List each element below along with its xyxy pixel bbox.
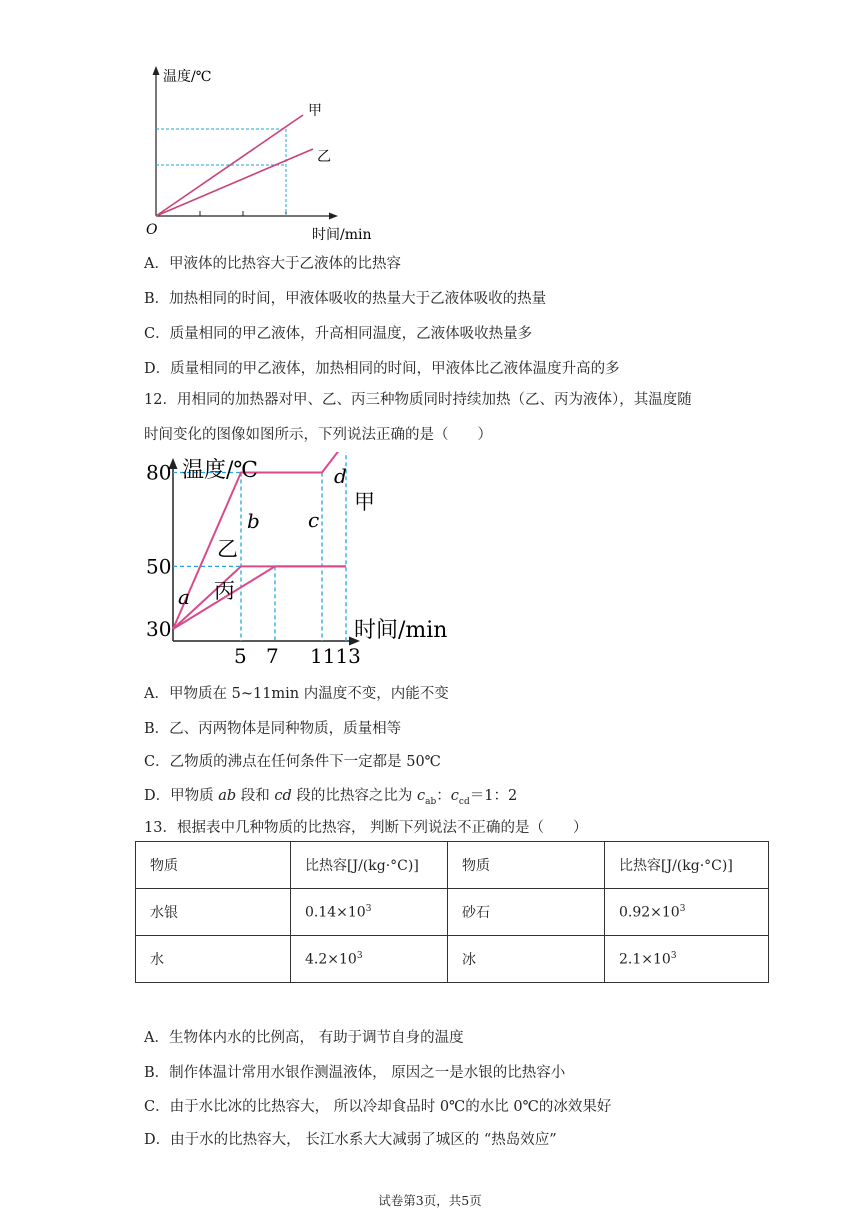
q12-y-label: 温度/℃ [182, 458, 259, 483]
page-footer: 试卷第3页，共5页 [378, 1193, 482, 1208]
q12-x-tick-label: 5 [234, 644, 247, 668]
q12-stem-line2: 时间变化的图像如图所示，下列说法正确的是（ ） [144, 427, 492, 443]
table-cell: $2.1\times 10^3$ [605, 936, 769, 983]
q12-y-tick-label: 30 [146, 617, 172, 641]
q11-series-jia-label: 甲 [308, 103, 322, 119]
q12-series-yi-label: 乙 [217, 537, 238, 561]
q12-option-a: A．甲物质在 5~11min 内温度不变，内能不变 [144, 686, 449, 702]
q11-x-arrow [329, 213, 338, 220]
table-row [136, 889, 769, 936]
table-header-row [136, 842, 769, 889]
table-cell: $0.92\times 10^3$ [605, 889, 769, 936]
q12-stem-line1: 12．用相同的加热器对甲、乙、丙三种物质同时持续加热（乙、丙为液体），其温度随 [144, 392, 692, 408]
q12-point-label-d: d [334, 464, 347, 488]
table-header-cell: 物质 [448, 842, 605, 889]
q12-option-b: B．乙、丙两物体是同种物质，质量相等 [144, 721, 402, 737]
q11-series-yi-label: 乙 [317, 149, 331, 165]
q12-option-c: C．乙物质的沸点在任何条件下一定都是 50℃ [144, 754, 441, 770]
table-header-cell: 比热容[J/(kg·°C)] [605, 842, 769, 889]
q12-y-tick-label: 50 [146, 554, 172, 579]
table-cell: 水银 [136, 889, 291, 936]
q11-graph [140, 62, 390, 242]
table-header-cell: 比热容[J/(kg·°C)] [291, 842, 448, 889]
q11-option-c: C．质量相同的甲乙液体，升高相同温度，乙液体吸收热量多 [144, 326, 533, 342]
q11-option-b: B．加热相同的时间，甲液体吸收的热量大于乙液体吸收的热量 [144, 291, 547, 307]
q12-x-tick-label: 1113 [310, 644, 361, 668]
q13-option-a: A．生物体内水的比例高， 有助于调节自身的温度 [144, 1030, 464, 1046]
q12-point-label-b: b [247, 509, 260, 533]
table-cell: $4.2\times 10^3$ [291, 936, 448, 983]
q11-x-label: 时间/min [312, 227, 372, 242]
q11-series-yi-line [156, 149, 313, 216]
q12-point-label-c: c [308, 508, 320, 532]
q12-series-bing-line [173, 566, 346, 629]
q12-point-label-a: a [178, 585, 190, 609]
q13-stem: 13．根据表中几种物质的比热容， 判断下列说法不正确的是（ ） [144, 820, 588, 836]
table-header-cell: 物质 [136, 842, 291, 889]
q11-y-arrow [153, 66, 160, 75]
q12-x-tick-label: 7 [266, 644, 279, 668]
q12-series-bing-label: 丙 [214, 579, 235, 603]
table-cell: 砂石 [448, 889, 605, 936]
q12-chart [140, 452, 460, 670]
q11-origin-label: O [146, 222, 158, 238]
q13-option-d: D．由于水的比热容大， 长江水系大大减弱了城区的 “热岛效应” [144, 1132, 557, 1148]
table-cell: 水 [136, 936, 291, 983]
table-cell: 冰 [448, 936, 605, 983]
table-cell: $0.14\times 10^3$ [291, 889, 448, 936]
q12-option-d: D．甲物质 ab 段和 cd 段的比热容之比为 $c_{ab}$：$c_{cd}=1$：2 [144, 788, 518, 807]
q11-option-d: D．质量相同的甲乙液体，加热相同的时间，甲液体比乙液体温度升高的多 [144, 361, 620, 377]
q11-y-label: 温度/℃ [163, 69, 212, 85]
q12-y-tick-label [146, 452, 171, 453]
q13-option-c: C．由于水比冰的比热容大， 所以冷却食品时 0℃的水比 0℃的冰效果好 [144, 1099, 612, 1115]
q13-option-b: B．制作体温计常用水银作测温液体， 原因之一是水银的比热容小 [144, 1065, 566, 1081]
q12-series-jia-label: 甲 [354, 490, 375, 514]
q12-x-label: 时间/min [354, 618, 448, 643]
q11-option-a: A．甲液体的比热容大于乙液体的比热容 [144, 256, 401, 272]
specific-heat-table [135, 841, 769, 983]
table-row [136, 936, 769, 983]
q12-y-tick-label: 80 [146, 460, 172, 485]
